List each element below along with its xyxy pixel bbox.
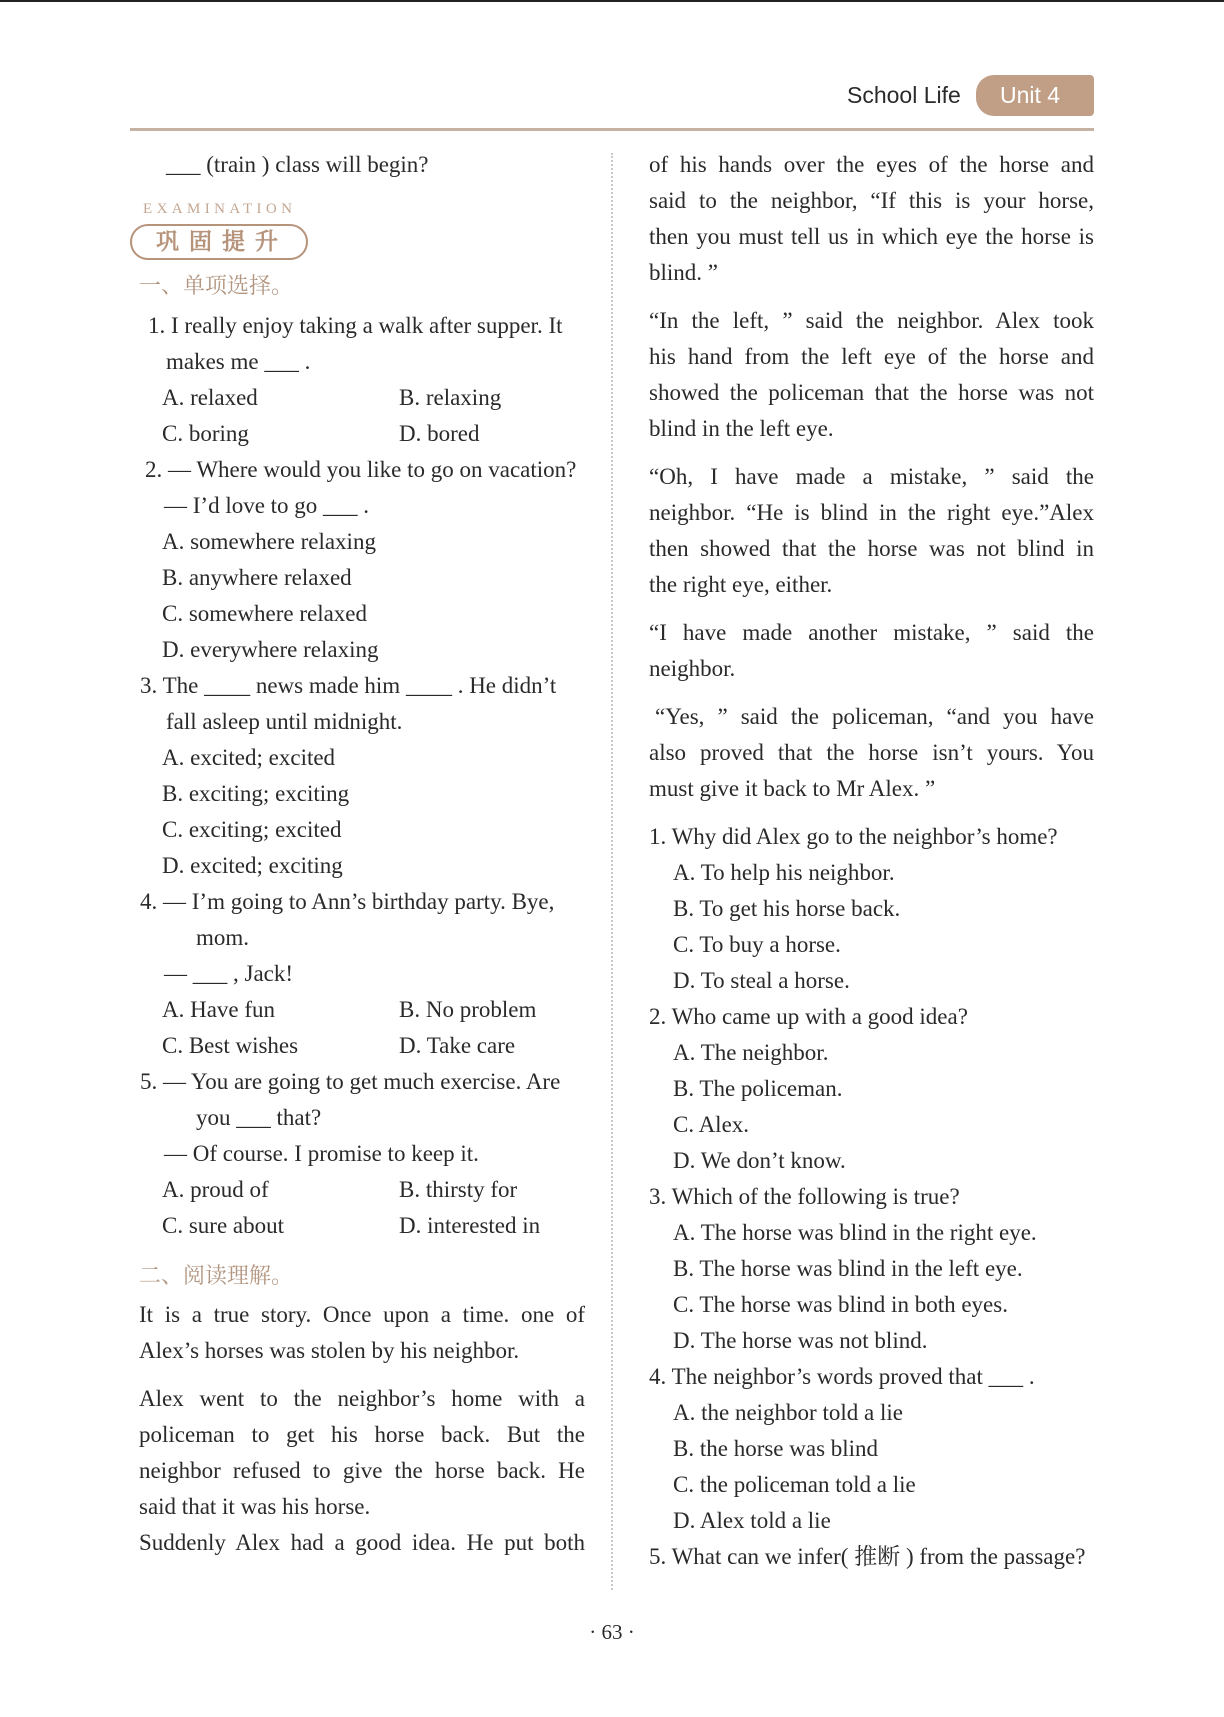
passage-line: “Oh, I have made a mistake, ” said the xyxy=(649,464,1094,489)
rq1-option-c: C. To buy a horse. xyxy=(673,932,841,957)
rq1-option-b: B. To get his horse back. xyxy=(673,896,901,921)
rq3-option-c: C. The horse was blind in both eyes. xyxy=(673,1292,1008,1317)
q2-option-c: C. somewhere relaxed xyxy=(162,601,368,626)
page-number: · 63 · xyxy=(589,1620,635,1644)
passage-line: “In the left, ” said the neighbor. Alex took xyxy=(649,308,1094,333)
q5-stem: 5. — You are going to get much exercise. Are xyxy=(140,1069,561,1094)
q1-stem-cont: makes me ___ . xyxy=(166,349,311,374)
q1-option-d: D. bored xyxy=(399,421,480,446)
q2-option-a: A. somewhere relaxing xyxy=(162,529,376,554)
q5-option-c: C. sure about xyxy=(162,1213,285,1238)
passage-line: must give it back to Mr Alex. ” xyxy=(649,776,936,801)
q4-stem: 4. — I’m going to Ann’s birthday party. Bye, xyxy=(140,889,555,914)
passage-line: neighbor. “He is blind in the right eye.”Alex xyxy=(649,500,1094,525)
passage-line: “Yes, ” said the policeman, “and you have xyxy=(655,704,1094,729)
q5-option-a: A. proud of xyxy=(162,1177,269,1202)
passage-line: neighbor refused to give the horse back. He xyxy=(139,1458,585,1483)
passage-line: also proved that the horse isn’t yours. You xyxy=(649,740,1094,765)
rq4-option-a: A. the neighbor told a lie xyxy=(673,1400,903,1425)
rq3-option-d: D. The horse was not blind. xyxy=(673,1328,928,1353)
rq2-option-b: B. The policeman. xyxy=(673,1076,843,1101)
rq1-option-d: D. To steal a horse. xyxy=(673,968,850,993)
rq3-stem: 3. Which of the following is true? xyxy=(649,1184,960,1209)
passage-line: “I have made another mistake, ” said the xyxy=(649,620,1094,645)
passage-line: policeman to get his horse back. But the xyxy=(139,1422,585,1447)
rq4-option-c: C. the policeman told a lie xyxy=(673,1472,916,1497)
rq3-option-b: B. The horse was blind in the left eye. xyxy=(673,1256,1023,1281)
passage-line: showed the policeman that the horse was not xyxy=(649,380,1094,405)
top-border xyxy=(0,0,1224,2)
q2-stem-cont: — I’d love to go ___ . xyxy=(164,493,370,518)
q3-option-a: A. excited; excited xyxy=(162,745,336,770)
passage-line: said to the neighbor, “If this is your horse, xyxy=(649,188,1094,213)
passage-line: the right eye, either. xyxy=(649,572,833,597)
passage-line: blind. ” xyxy=(649,260,718,285)
rq2-stem: 2. Who came up with a good idea? xyxy=(649,1004,968,1029)
q3-option-c: C. exciting; excited xyxy=(162,817,342,842)
q5-option-d: D. interested in xyxy=(399,1213,541,1238)
passage-line: neighbor. xyxy=(649,656,736,681)
q4-option-b: B. No problem xyxy=(399,997,537,1022)
header-title: School Life xyxy=(847,82,961,108)
q4-option-c: C. Best wishes xyxy=(162,1033,299,1058)
passage-line: blind in the left eye. xyxy=(649,416,834,441)
section-badge: 巩固提升 xyxy=(130,224,308,260)
passage-line: then showed that the horse was not blind in xyxy=(649,536,1094,561)
q3-option-b: B. exciting; exciting xyxy=(162,781,350,806)
part2-title: 二、阅读理解。 xyxy=(139,1264,294,1289)
q4-option-d: D. Take care xyxy=(399,1033,516,1058)
q2-stem: 2. — Where would you like to go on vacation? xyxy=(145,457,577,482)
rq2-option-d: D. We don’t know. xyxy=(673,1148,846,1173)
section-label-en: EXAMINATION xyxy=(143,201,297,217)
rq4-stem: 4. The neighbor’s words proved that ___ . xyxy=(649,1364,1035,1389)
rq2-option-c: C. Alex. xyxy=(673,1112,750,1137)
part1-title: 一、单项选择。 xyxy=(139,274,294,299)
unit-tab: Unit 4 xyxy=(976,75,1094,116)
rq1-stem: 1. Why did Alex go to the neighbor’s home? xyxy=(649,824,1058,849)
q4-option-a: A. Have fun xyxy=(162,997,276,1022)
header-divider xyxy=(130,128,1094,131)
rq1-option-a: A. To help his neighbor. xyxy=(673,860,895,885)
passage-line: of his hands over the eyes of the horse and xyxy=(649,152,1094,177)
passage-line: It is a true story. Once upon a time. one of xyxy=(139,1302,585,1327)
rq3-option-a: A. The horse was blind in the right eye. xyxy=(673,1220,1037,1245)
q3-option-d: D. excited; exciting xyxy=(162,853,343,878)
passage-line: his hand from the left eye of the horse and xyxy=(649,344,1094,369)
rq5-stem: 5. What can we infer( 推断 ) from the passage? xyxy=(649,1544,1086,1569)
q2-option-d: D. everywhere relaxing xyxy=(162,637,379,662)
q1-option-c: C. boring xyxy=(162,421,249,446)
q1-option-a: A. relaxed xyxy=(162,385,258,410)
passage-line: Suddenly Alex had a good idea. He put both xyxy=(139,1530,585,1555)
q5-reply: — Of course. I promise to keep it. xyxy=(164,1141,479,1166)
q4-reply: — ___ , Jack! xyxy=(164,961,294,986)
passage-line: Alex’s horses was stolen by his neighbor. xyxy=(139,1338,520,1363)
q4-stem-cont: mom. xyxy=(196,925,250,950)
q3-stem: 3. The ____ news made him ____ . He didn’t xyxy=(140,673,557,698)
q1-stem: 1. I really enjoy taking a walk after supper. It xyxy=(148,313,563,338)
q3-stem-cont: fall asleep until midnight. xyxy=(166,709,403,734)
q5-option-b: B. thirsty for xyxy=(399,1177,518,1202)
rq4-option-b: B. the horse was blind xyxy=(673,1436,879,1461)
passage-line: said that it was his horse. xyxy=(139,1494,371,1519)
passage-line: Alex went to the neighbor’s home with a xyxy=(139,1386,585,1411)
q2-option-b: B. anywhere relaxed xyxy=(162,565,352,590)
carryover-line: ___ (train ) class will begin? xyxy=(166,152,429,177)
rq2-option-a: A. The neighbor. xyxy=(673,1040,829,1065)
q5-stem-cont: you ___ that? xyxy=(196,1105,322,1130)
rq4-option-d: D. Alex told a lie xyxy=(673,1508,831,1533)
q1-option-b: B. relaxing xyxy=(399,385,502,410)
column-divider xyxy=(611,153,613,1590)
passage-line: then you must tell us in which eye the horse is xyxy=(649,224,1094,249)
